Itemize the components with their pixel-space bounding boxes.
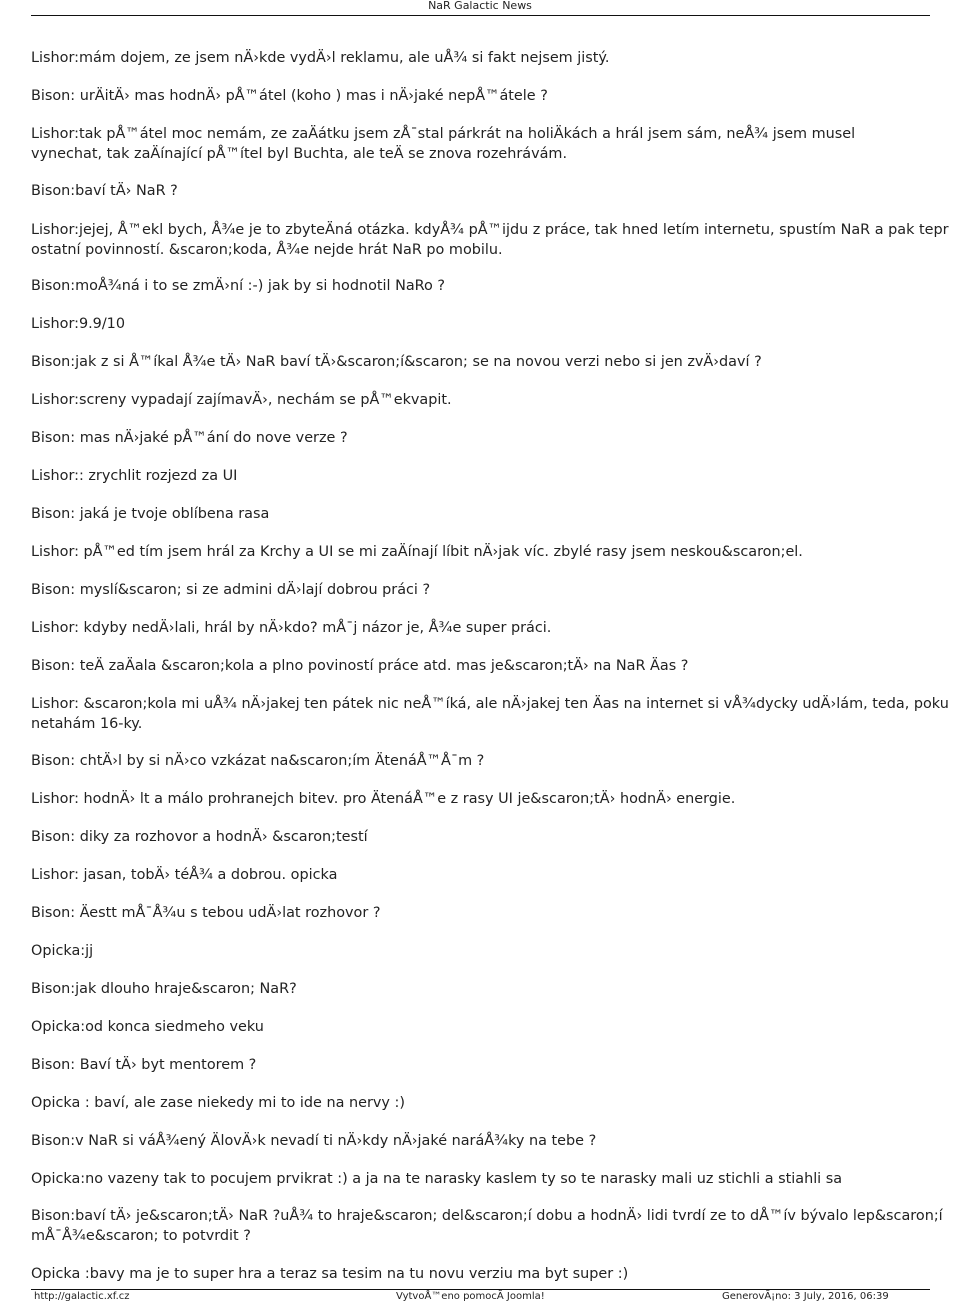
paragraph-line: Bison: Baví tÄ› byt mentorem ? (31, 1057, 257, 1073)
paragraph-line: vynechat, tak zaÄínající pÅ™ítel byl Buchta, ale teÄ se znova rozehrávám. (31, 146, 568, 162)
paragraph-line: mÅ¯Å¾e&scaron; to potvrdit ? (31, 1228, 251, 1244)
paragraph-line: Lishor: pÅ™ed tím jsem hrál za Krchy a UI se mi zaÄínají líbit nÄ›jak víc. zbylé rasy jsem neskou&scaron;el. (31, 544, 803, 560)
dialogue-paragraph (31, 1055, 960, 1075)
paragraph-line: Lishor:mám dojem, ze jsem nÄ›kde vydÄ›l reklamu, ale uÅ¾ si fakt nejsem jistý. (31, 50, 610, 66)
dialogue-paragraph (31, 656, 960, 676)
paragraph-line: Lishor:: zrychlit rozjezd za UI (31, 468, 238, 484)
footer-url-link[interactable]: http://galactic.xf.cz (34, 1291, 130, 1302)
paragraph-line: Opicka:od konca siedmeho veku (31, 1019, 264, 1035)
dialogue-paragraph (31, 694, 960, 734)
footer-made-with: VytvoÅ™eno pomocÃ Joomla! (396, 1291, 545, 1302)
paragraph-line: Lishor:jejej, Å™ekl bych, Å¾e je to zbyteÄná otázka. kdyÅ¾ pÅ™ijdu z práce, tak hned letím internetu, spustím NaR a pak tepr (31, 222, 949, 238)
dialogue-paragraph (31, 352, 960, 372)
dialogue-paragraph (31, 466, 960, 486)
paragraph-line: Bison: urÄitÄ› mas hodnÄ› pÅ™átel (koho ) mas i nÄ›jaké nepÅ™átele ? (31, 88, 548, 104)
paragraph-line: Bison: Äestt mÅ¯Å¾u s tebou udÄ›lat rozhovor ? (31, 905, 381, 921)
dialogue-paragraph (31, 1206, 960, 1246)
dialogue-paragraph (31, 220, 960, 260)
dialogue-paragraph (31, 1017, 960, 1037)
dialogue-paragraph (31, 618, 960, 638)
paragraph-line: Bison: jaká je tvoje oblíbena rasa (31, 506, 270, 522)
dialogue-paragraph (31, 865, 960, 885)
dialogue-paragraph (31, 1131, 960, 1151)
dialogue-paragraph (31, 48, 960, 68)
dialogue-paragraph (31, 827, 960, 847)
dialogue-paragraph (31, 1264, 960, 1284)
footer-generated-date: GenerovÃ¡no: 3 July, 2016, 06:39 (722, 1291, 889, 1302)
header-divider (31, 15, 930, 16)
paragraph-line: Opicka:no vazeny tak to pocujem prvikrat :) a ja na te narasky kaslem ty so te narasky mali uz stichli a stiahli sa (31, 1171, 843, 1187)
paragraph-line: Bison:v NaR si váÅ¾ený ÄlovÄ›k nevadí ti nÄ›kdy nÄ›jaké naráÅ¾ky na tebe ? (31, 1133, 597, 1149)
dialogue-paragraph (31, 124, 960, 164)
paragraph-line: Bison:baví tÄ› je&scaron;tÄ› NaR ?uÅ¾ to hraje&scaron; del&scaron;í dobu a hodnÄ› lidi tvrdí ze to dÅ™ív bývalo lep&scaron;í (31, 1208, 943, 1224)
paragraph-line: Bison: mas nÄ›jaké pÅ™ání do nove verze ? (31, 430, 348, 446)
dialogue-paragraph (31, 181, 960, 201)
header-title: NaR Galactic News (428, 0, 532, 12)
paragraph-line: ostatní povinností. &scaron;koda, Å¾e nejde hrát NaR po mobilu. (31, 242, 503, 258)
dialogue-paragraph (31, 789, 960, 809)
paragraph-line: Lishor: jasan, tobÄ› téÅ¾ a dobrou. opicka (31, 867, 338, 883)
dialogue-paragraph (31, 1169, 960, 1189)
paragraph-line: Bison: teÄ zaÄala &scaron;kola a plno poviností práce atd. mas je&scaron;tÄ› na NaR Äas ? (31, 658, 689, 674)
paragraph-line: Lishor:screny vypadají zajímavÄ›, nechám se pÅ™ekvapit. (31, 392, 452, 408)
paragraph-line: Bison:jak dlouho hraje&scaron; NaR? (31, 981, 297, 997)
page-footer (0, 1291, 960, 1303)
dialogue-paragraph (31, 751, 960, 771)
dialogue-paragraph (31, 580, 960, 600)
paragraph-line: Lishor: hodnÄ› lt a málo prohranejch bitev. pro ÄtenáÅ™e z rasy UI je&scaron;tÄ› hodnÄ› energie. (31, 791, 736, 807)
paragraph-line: Bison: chtÄ›l by si nÄ›co vzkázat na&scaron;ím ÄtenáÅ™Å¯m ? (31, 753, 485, 769)
dialogue-paragraph (31, 1093, 960, 1113)
paragraph-line: netahám 16-ky. (31, 716, 143, 732)
footer-divider (31, 1289, 930, 1290)
page-header (0, 0, 960, 14)
dialogue-paragraph (31, 941, 960, 961)
paragraph-line: Bison:moÅ¾ná i to se zmÄ›ní :-) jak by si hodnotil NaRo ? (31, 278, 446, 294)
dialogue-paragraph (31, 979, 960, 999)
paragraph-line: Lishor:9.9/10 (31, 316, 125, 332)
paragraph-line: Lishor: &scaron;kola mi uÅ¾ nÄ›jakej ten pátek nic neÅ™íká, ale nÄ›jakej ten Äas na internet si vÅ¾dycky udÄ›lám, teda, poku (31, 696, 949, 712)
paragraph-line: Lishor:tak pÅ™átel moc nemám, ze zaÄátku jsem zÅ¯stal párkrát na holiÄkách a hrál jsem sám, neÅ¾ jsem musel (31, 126, 856, 142)
paragraph-line: Opicka:jj (31, 943, 94, 959)
dialogue-paragraph (31, 542, 960, 562)
dialogue-paragraph (31, 504, 960, 524)
paragraph-line: Bison:baví tÄ› NaR ? (31, 183, 178, 199)
dialogue-paragraph (31, 276, 960, 296)
paragraph-line: Opicka : baví, ale zase niekedy mi to ide na nervy :) (31, 1095, 405, 1111)
dialogue-paragraph (31, 314, 960, 334)
paragraph-line: Bison: diky za rozhovor a hodnÄ› &scaron;testí (31, 829, 368, 845)
paragraph-line: Lishor: kdyby nedÄ›lali, hrál by nÄ›kdo? mÅ¯j názor je, Å¾e super práci. (31, 620, 552, 636)
paragraph-line: Bison:jak z si Å™íkal Å¾e tÄ› NaR baví tÄ›&scaron;í&scaron; se na novou verzi nebo si jen zvÄ›daví ? (31, 354, 762, 370)
dialogue-paragraph (31, 903, 960, 923)
paragraph-line: Bison: myslí&scaron; si ze admini dÄ›lají dobrou práci ? (31, 582, 431, 598)
paragraph-line: Opicka :bavy ma je to super hra a teraz sa tesim na tu novu verziu ma byt super :) (31, 1266, 629, 1282)
dialogue-paragraph (31, 428, 960, 448)
dialogue-paragraph (31, 86, 960, 106)
dialogue-paragraph (31, 390, 960, 410)
